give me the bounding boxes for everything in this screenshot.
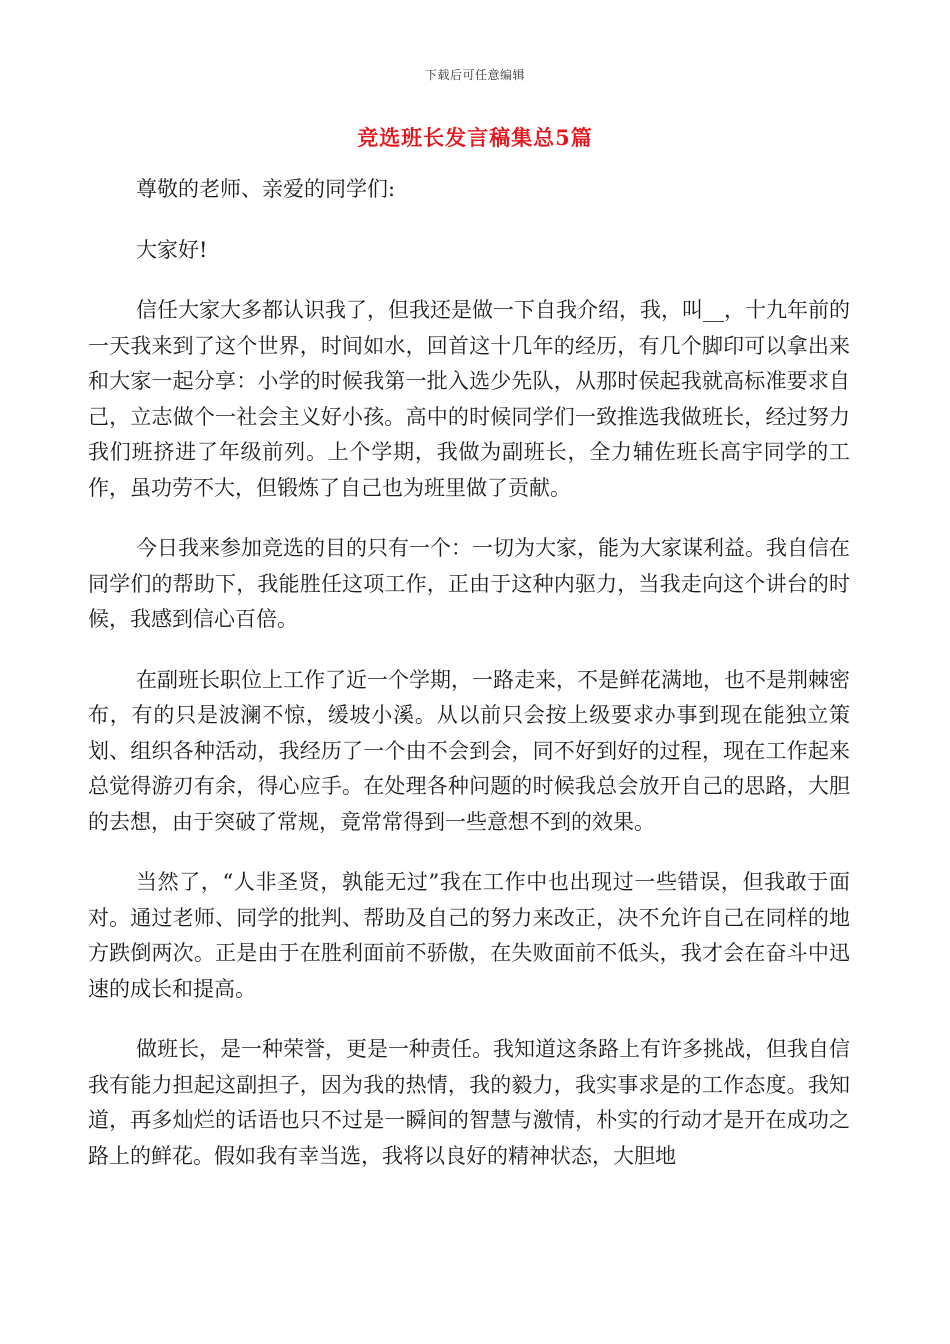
paragraph-experience: 在副班长职位上工作了近一个学期，一路走来，不是鲜花满地，也不是荆棘密布，有的只是波澜不惊，缓坡小溪。从以前只会按上级要求办事到现在能独立策划、组织各种活动，我经历了一个由不会到会，同不好到好的过程，现在工作起来总觉得游刃有余，得心应手。在处理各种问题的时候我总会放开自己的思路，大胆的去想，由于突破了常规，竟常常得到一些意想不到的效果。 (88, 667, 850, 834)
paragraph-responsibility: 做班长，是一种荣誉，更是一种责任。我知道这条路上有许多挑战，但我自信我有能力担起这副担子，因为我的热情，我的毅力，我实事求是的工作态度。我知道，再多灿烂的话语也只不过是一瞬间的智慧与激情，朴实的行动才是开在成功之路上的鲜花。假如我有幸当选，我将以良好的精神状态，大胆地 (88, 1037, 850, 1168)
paragraph-purpose: 今日我来参加竞选的目的只有一个：一切为大家，能为大家谋利益。我自信在同学们的帮助下，我能胜任这项工作，正由于这种内驱力，当我走向这个讲台的时候，我感到信心百倍。 (88, 536, 850, 631)
document-title: 竞选班长发言稿集总5篇 (357, 125, 593, 150)
paragraph-salutation: 尊敬的老师、亲爱的同学们: (136, 177, 396, 201)
document-body (88, 172, 850, 1199)
paragraph-greeting: 大家好! (136, 237, 208, 262)
paragraph-mistakes: 当然了，“人非圣贤，孰能无过”我在工作中也出现过一些错误，但我敢于面对。通过老师、同学的批判、帮助及自己的努力来改正，决不允许自己在同样的地方跌倒两次。正是由于在胜利面前不骄傲，在失败面前不低头，我才会在奋斗中迅速的成长和提高。 (88, 870, 850, 1001)
paragraph-introduction: 信任大家大多都认识我了，但我还是做一下自我介绍，我，叫__，十九年前的一天我来到了这个世界，时间如水，回首这十几年的经历，有几个脚印可以拿出来和大家一起分享：小学的时候我第一批入选少先队，从那时侯起我就高标准要求自己，立志做个一社会主义好小孩。高中的时候同学们一致推选我做班长，经过努力我们班挤进了年级前列。上个学期，我做为副班长，全力辅佐班长高宇同学的工作，虽功劳不大，但锻炼了自己也为班里做了贡献。 (88, 298, 850, 500)
header-note: 下载后可任意编辑 (424, 68, 525, 82)
